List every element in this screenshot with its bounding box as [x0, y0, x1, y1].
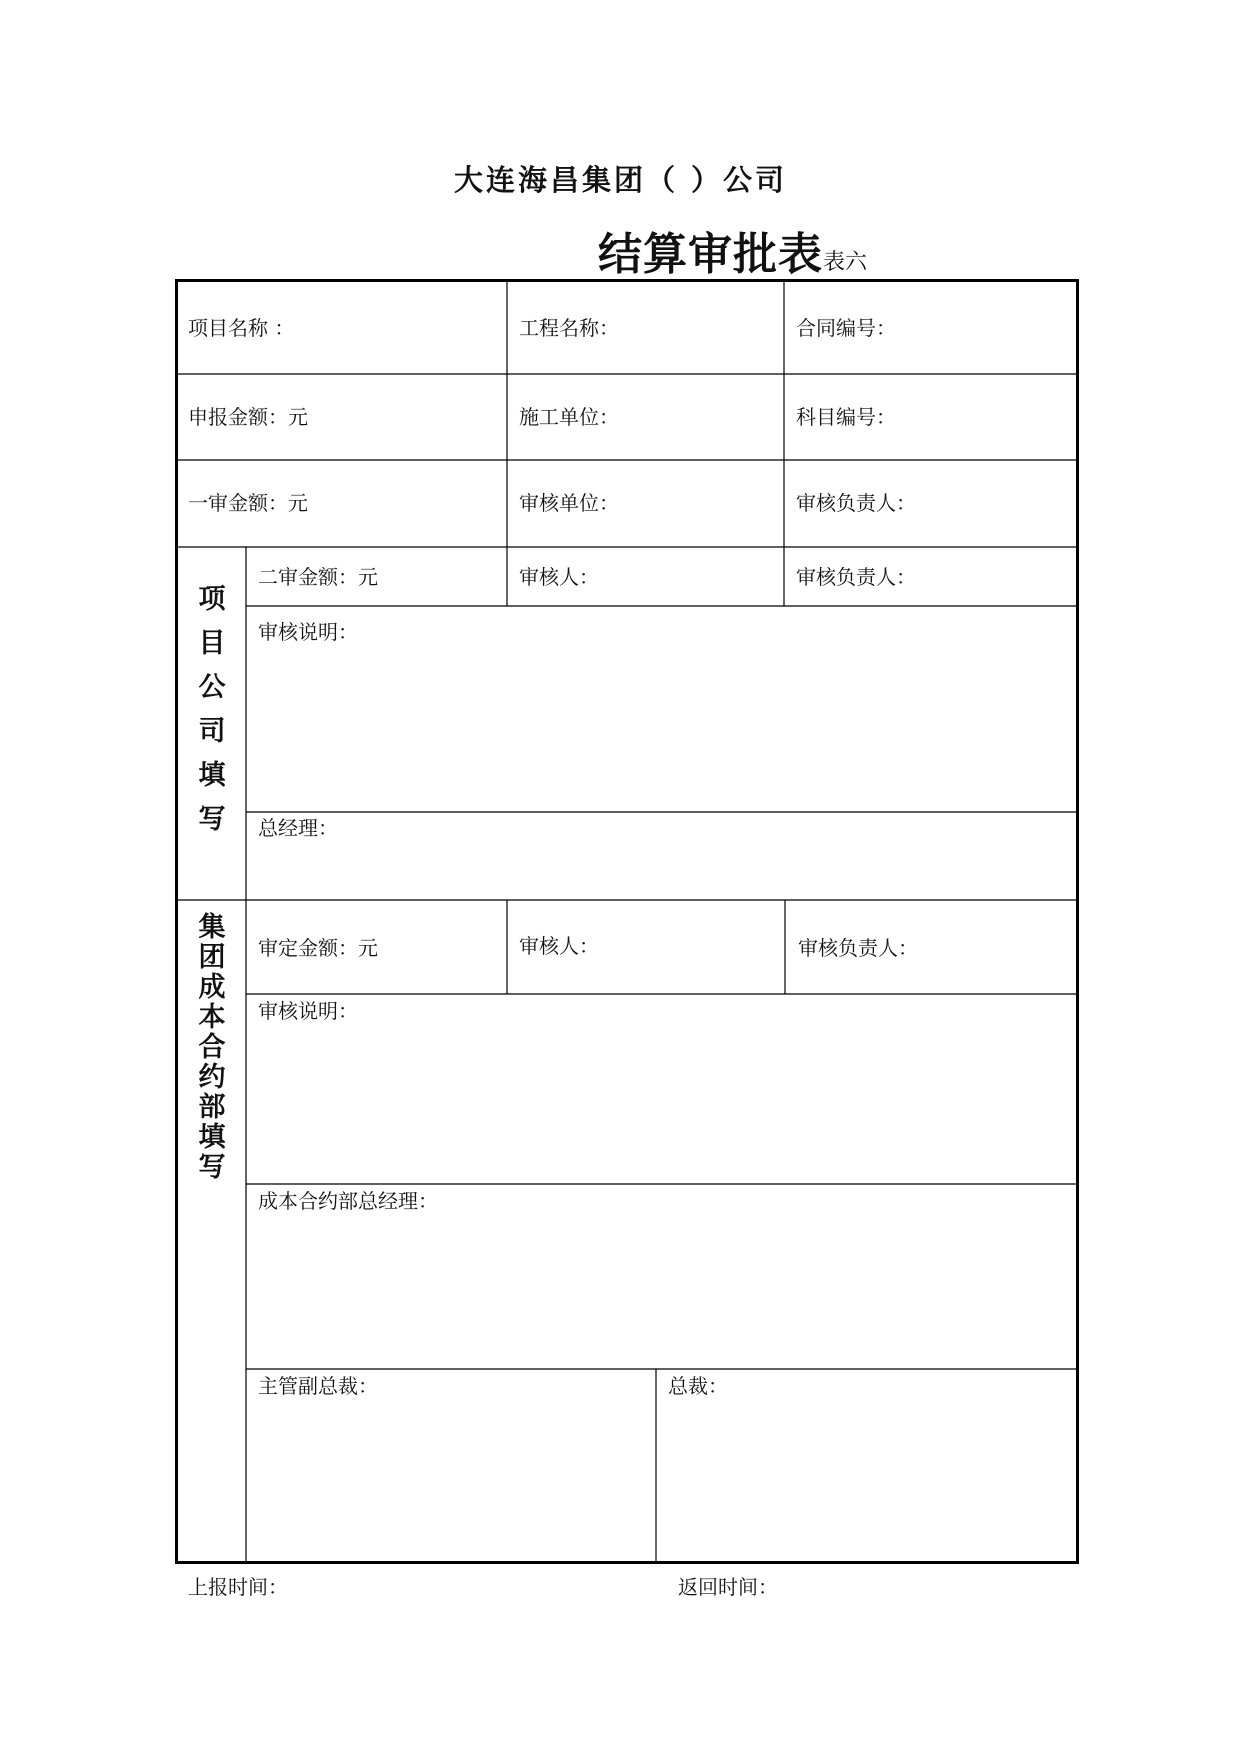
declared-amount-label: 申报金额：元 [188, 405, 308, 429]
subject-no-label: 科目编号： [796, 405, 896, 429]
group-auditor-label: 审核人： [519, 934, 599, 958]
group-section-label: 集 团 成 本 合 约 部 填 写 [198, 912, 226, 1183]
group-audit-lead-label: 审核负责人： [798, 936, 918, 960]
engineering-name-label: 工程名称： [519, 316, 619, 340]
project-auditor-label: 审核人： [519, 565, 599, 589]
vp-in-charge-label: 主管副总裁： [258, 1374, 378, 1398]
president-label: 总裁： [668, 1374, 728, 1398]
submit-time-label: 上报时间： [188, 1575, 288, 1599]
first-audit-amount-label: 一审金额：元 [188, 491, 308, 515]
project-audit-notes-label: 审核说明： [258, 620, 358, 644]
return-time-label: 返回时间： [678, 1575, 778, 1599]
construction-unit-label: 施工单位： [519, 405, 619, 429]
second-audit-amount-label: 二审金额：元 [258, 565, 378, 589]
table-number: 表六 [823, 250, 868, 275]
company-name: 大连海昌集团（ ）公司 [453, 163, 788, 197]
contract-no-label: 合同编号： [796, 316, 896, 340]
audit-lead-label: 审核负责人： [796, 491, 916, 515]
project-name-label: 项目名称 ： [188, 316, 295, 340]
approved-amount-label: 审定金额：元 [258, 936, 378, 960]
project-section-label: 项 目 公 司 填 写 [198, 584, 226, 835]
audit-unit-label: 审核单位： [519, 491, 619, 515]
general-manager-label: 总经理： [258, 816, 338, 840]
cost-dept-gm-label: 成本合约部总经理： [258, 1189, 438, 1213]
group-audit-notes-label: 审核说明： [258, 999, 358, 1023]
project-audit-lead-label: 审核负责人： [796, 565, 916, 589]
form-title: 结算审批表 [598, 229, 823, 280]
form-title-block [598, 218, 867, 282]
